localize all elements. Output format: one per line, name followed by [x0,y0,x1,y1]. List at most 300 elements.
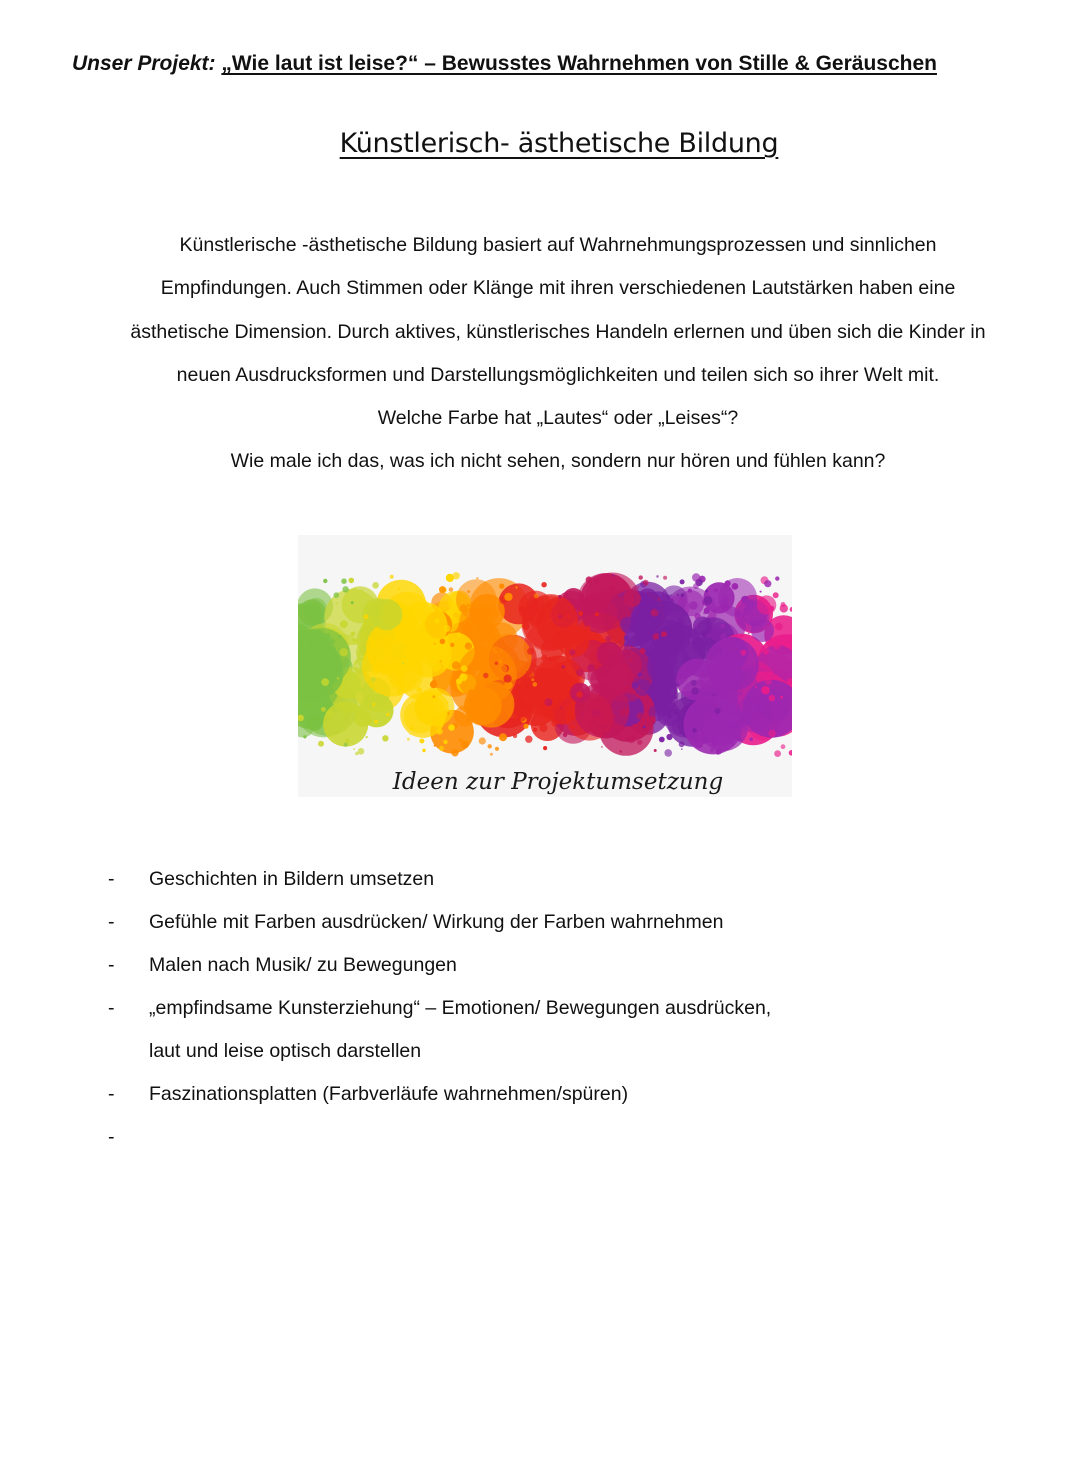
paint-blob [434,643,436,645]
paint-blob [430,681,437,688]
paint-blob [440,639,446,645]
paint-blob [564,637,566,639]
paint-blob [479,631,487,639]
paint-blob [704,596,713,605]
paint-blob [629,659,633,663]
paint-blob [732,583,739,590]
paint-blob [603,732,606,735]
paint-blob [342,586,348,592]
paint-blob [672,695,677,700]
paint-blob [460,673,468,681]
paint-blob [764,580,771,587]
paint-blob [616,589,621,594]
paint-blob [529,617,534,622]
paint-blob [364,716,372,724]
paint-blob [666,734,672,740]
paint-blob [604,622,607,625]
paint-blob [599,594,601,596]
paint-blob [513,685,521,693]
paint-blob [489,696,493,700]
paint-blob [710,748,714,752]
paint-blob [725,580,731,586]
paint-blob [705,720,709,724]
paint-blob [750,738,753,741]
paint-blob [697,682,699,684]
paint-blob [382,610,385,613]
paint-blob [731,742,735,746]
paint-blob [416,688,455,727]
paint-blob [334,592,340,598]
paint-blob [397,690,402,695]
paint-blob [355,752,359,756]
paint-blob [605,669,611,675]
paint-blob [325,633,331,639]
list-bullet: - [108,1083,115,1105]
paint-blob [721,694,728,701]
paint-blob [670,594,672,596]
paint-blob [563,733,568,738]
paint-blob [726,666,734,674]
paint-blob [674,691,677,694]
paint-blob [483,673,488,678]
paint-blob [534,593,539,598]
paint-blob [434,663,442,671]
paint-blob [337,677,340,680]
intro-question: Wie male ich das, was ich nicht sehen, sondern nur hören und fühlen kann? [230,450,886,473]
paint-blob [692,573,700,581]
paint-blob [386,713,390,717]
paint-blob [487,629,495,637]
paint-blob [402,662,404,664]
paint-blob [343,694,348,699]
paint-blob [789,750,792,756]
paint-blob [750,620,756,626]
paint-blob [643,614,651,622]
paint-blob [571,725,575,729]
paint-blob [468,689,474,695]
intro-line: Empfindungen. Auch Stimmen oder Klänge mit ihren verschiedenen Lautstärken haben eine [160,277,956,300]
paint-blob [735,715,740,720]
paint-blob [300,638,305,643]
paint-blob [410,733,412,735]
paint-blob [339,635,342,638]
paint-blob [350,695,355,700]
banner-caption: Ideen zur Projektumsetzung [392,769,724,795]
paint-blob [417,700,420,703]
paint-blob [604,664,609,669]
paint-blob [637,713,644,720]
paint-blob [323,579,327,583]
paint-blob [526,671,528,673]
paint-blob [576,669,583,676]
paint-blob [576,691,582,697]
paint-blob [773,642,780,649]
paint-blob [693,583,699,589]
paint-blob [321,707,326,712]
paint-blob [384,650,387,653]
header-project-title: „Wie laut ist leise?“ – Bewusstes Wahrnehmen von Stille & Geräuschen [221,52,937,75]
list-bullet: - [108,954,115,976]
paint-blob [479,737,486,744]
paint-blob [619,750,622,753]
paint-blob [669,598,674,603]
paint-blob [781,744,786,749]
paint-blob [627,673,635,681]
paint-blob [433,695,436,698]
paint-blob [353,638,357,642]
paint-blob [674,642,676,644]
paint-blob [384,720,386,722]
list-item [108,1073,1008,1116]
paint-blob [467,718,472,723]
paint-blob [551,720,558,727]
paint-blob [712,741,718,747]
paint-blob [716,748,723,755]
intro-text [40,224,1076,484]
list-bullet: - [108,1126,115,1148]
paint-blob [689,601,697,609]
paint-blob [661,637,665,641]
paint-blob [746,600,754,608]
paint-blob [448,724,455,731]
paint-blob [436,728,442,734]
paint-blob [632,682,639,689]
paint-blob [321,678,329,686]
paint-blob [446,701,448,703]
paint-blob [605,636,611,642]
paint-blob [465,642,472,649]
paint-blob [435,654,443,662]
paint-blob [691,687,699,695]
list-item-continuation [108,1030,1008,1073]
paint-blob [308,689,314,695]
paint-blob [390,575,394,579]
paint-blob [542,612,544,614]
intro-line: neuen Ausdrucksformen und Darstellungsmöglichkeiten und teilen sich so ihrer Welt mit. [176,363,940,386]
paint-blob [728,721,733,726]
paint-blob [491,639,493,641]
paint-blob [631,646,633,648]
paint-blob [756,679,759,682]
paint-blob [599,712,601,714]
paint-blob [443,740,447,744]
paint-blob [353,748,355,750]
paint-blob [476,577,478,579]
paint-blob [640,648,646,654]
paint-blob [488,744,492,748]
paint-blob [595,612,599,616]
list-item-text: „empfindsame Kunsterziehung“ – Emotionen/ Bewegungen ausdrücken, [149,997,772,1019]
list-item-text: Geschichten in Bildern umsetzen [149,868,435,890]
paint-blob [681,593,685,597]
paint-blob [586,576,593,583]
paint-blob [436,720,444,728]
paint-blob [537,602,540,605]
paint-blob [311,613,315,617]
paint-blob [371,677,376,682]
paint-blob [525,736,532,743]
paint-blob [340,620,348,628]
paint-blob [741,635,744,638]
paint-blob [410,727,414,731]
paint-blob [322,620,324,622]
paint-blob [668,638,672,642]
paint-blob [597,658,599,660]
paint-blob [638,586,640,588]
paint-blob [358,687,364,693]
paint-blob [439,586,446,593]
paint-blob [637,740,642,745]
paint-blob [582,713,585,716]
paint-blob [342,711,348,717]
paint-blob [531,678,534,681]
paint-blob [624,635,630,641]
paint-blob [308,664,314,670]
paint-blob [533,728,537,732]
paint-blob [569,649,575,655]
paint-blob [724,705,728,709]
paint-blob [697,730,703,736]
paint-blob [769,730,776,737]
paint-blob [639,575,643,579]
paint-blob [608,597,612,601]
paint-blob [753,723,758,728]
paint-blob [533,682,538,687]
paint-blob [549,657,552,660]
paint-blob [578,611,583,616]
paint-blob [775,623,783,631]
paint-blob [422,749,426,753]
paint-blob [344,743,348,747]
paint-blob [314,673,319,678]
paint-blob [500,650,503,653]
paint-blob [705,727,708,730]
paint-blob [661,631,667,637]
paint-blob [637,606,640,609]
paint-blob [404,683,408,687]
paint-blob [366,736,368,738]
paint-splash-banner [298,535,792,797]
list-item-text: Gefühle mit Farben ausdrücken/ Wirkung der Farben wahrnehmen [149,911,724,933]
paint-blob [419,739,424,744]
paint-blob [703,612,706,615]
ideas-list [108,858,1008,1148]
paint-blob [627,735,636,744]
paint-blob [616,683,620,687]
paint-blob [692,728,697,733]
paint-blob [533,618,535,620]
list-item-text: laut und leise optisch darstellen [149,1040,422,1062]
paint-blob [639,628,643,632]
paint-blob [477,628,482,633]
paint-blob [351,601,354,604]
paint-blob [492,648,495,651]
paint-blob [341,578,347,584]
paint-blob [446,574,454,582]
list-item [108,944,1008,987]
paint-blob [747,716,750,719]
paint-blob [552,714,555,717]
paint-blob [447,712,449,714]
list-item [108,858,1008,901]
paint-blob [555,631,561,637]
paint-blob [513,734,517,738]
paint-blob [460,604,468,612]
paint-blob [599,693,602,696]
paint-blob [712,697,715,700]
intro-question: Welche Farbe hat „Lautes“ oder „Leises“? [377,407,739,430]
paint-blob [351,632,356,637]
paint-blob [763,648,770,655]
paint-blob [560,706,562,708]
paint-blob [755,686,757,688]
paint-blob [460,708,462,710]
list-item-text: Malen nach Musik/ zu Bewegungen [149,954,457,976]
paint-blob [423,646,430,653]
paint-blob [545,698,553,706]
paint-blob [586,626,590,630]
paint-blob [583,644,587,648]
paint-blob [694,613,700,619]
paint-blob [368,601,374,607]
list-bullet: - [108,868,115,890]
paint-blob [587,664,595,672]
paint-blob [316,604,320,608]
paint-blob [769,606,774,611]
paint-blob [467,604,470,607]
paint-blob [695,624,698,627]
paint-blob [355,712,359,716]
paint-blob [558,595,562,599]
paint-splash-image [298,535,792,770]
paint-blob [374,720,378,724]
paint-blob [720,624,724,628]
paint-blob [306,698,309,701]
paint-blob [349,578,355,584]
paint-blob [407,738,410,741]
paint-blob [705,589,708,592]
list-item [108,987,1008,1030]
paint-blob [695,740,703,748]
paint-blob [757,595,776,614]
paint-blob [769,695,775,701]
paint-blob [336,603,338,605]
paint-blob [773,592,779,598]
paint-blob [369,639,377,647]
paint-blob [656,575,659,578]
paint-blob [741,650,747,656]
paint-blob [663,670,665,672]
paint-blob [632,724,639,731]
paint-blob [539,701,544,706]
paint-blob [461,665,468,672]
paint-blob [394,681,397,684]
paint-blob [592,709,600,717]
paint-blob [715,673,719,677]
paint-blob [498,659,502,663]
paint-blob [493,612,497,616]
paint-blob [487,610,492,615]
paint-blob [715,708,721,714]
paint-blob [499,733,507,741]
paint-blob [539,724,547,732]
header-lead: Unser Projekt: [72,52,216,75]
paint-blob [523,724,528,729]
paint-blob [780,696,783,699]
paint-blob [301,678,307,684]
intro-line: Künstlerische -ästhetische Bildung basiert auf Wahrnehmungsprozessen und sinnlichen [179,234,937,256]
paint-blob [518,713,526,721]
paint-blob [303,735,306,738]
paint-blob [720,634,727,641]
paint-blob [602,726,605,729]
paint-blob [721,596,729,604]
paint-blob [443,625,450,632]
intro-line: ästhetische Dimension. Durch aktives, künstlerisches Handeln erlernen und üben sich die Kinder in [130,320,986,343]
paint-blob [680,579,685,584]
paint-blob [681,748,683,750]
paint-blob [705,637,759,691]
paint-blob [443,666,447,670]
paint-blob [541,655,547,661]
paint-blob [664,749,672,757]
paint-blob [474,685,480,691]
paint-blob [504,675,512,683]
paint-blob [490,753,493,756]
paint-blob [659,737,665,743]
paint-blob [361,589,363,591]
paint-blob [366,608,372,614]
paint-blob [381,694,384,697]
paint-blob [318,629,321,632]
paint-blob [478,683,480,685]
paint-blob [559,731,561,733]
paint-blob [654,749,657,752]
paint-blob [504,593,512,601]
paint-blob [298,664,300,666]
paint-blob [527,648,534,655]
paint-blob [311,687,314,690]
paint-blob [326,710,334,718]
paint-blob [385,654,388,657]
paint-blob [434,722,437,725]
paint-blob [613,575,615,577]
paint-blob [543,746,547,750]
paint-blob [643,580,649,586]
paint-blob [691,680,697,686]
paint-blob [760,591,762,593]
paint-blob [626,685,629,688]
paint-blob [515,586,517,588]
paint-blob [435,619,440,624]
paint-blob [748,633,750,635]
paint-blob [547,604,552,609]
paint-blob [495,662,498,665]
paint-blob [461,741,469,749]
paint-blob [457,632,461,636]
paint-blob [567,615,570,618]
paint-blob [568,711,573,716]
paint-blob [781,602,786,607]
list-item [108,901,1008,944]
paint-blob [576,704,578,706]
paint-blob [552,697,558,703]
paint-blob [345,738,350,743]
paint-blob [545,715,547,717]
paint-blob [584,598,588,602]
paint-blob [676,661,678,663]
paint-blob [755,704,760,709]
